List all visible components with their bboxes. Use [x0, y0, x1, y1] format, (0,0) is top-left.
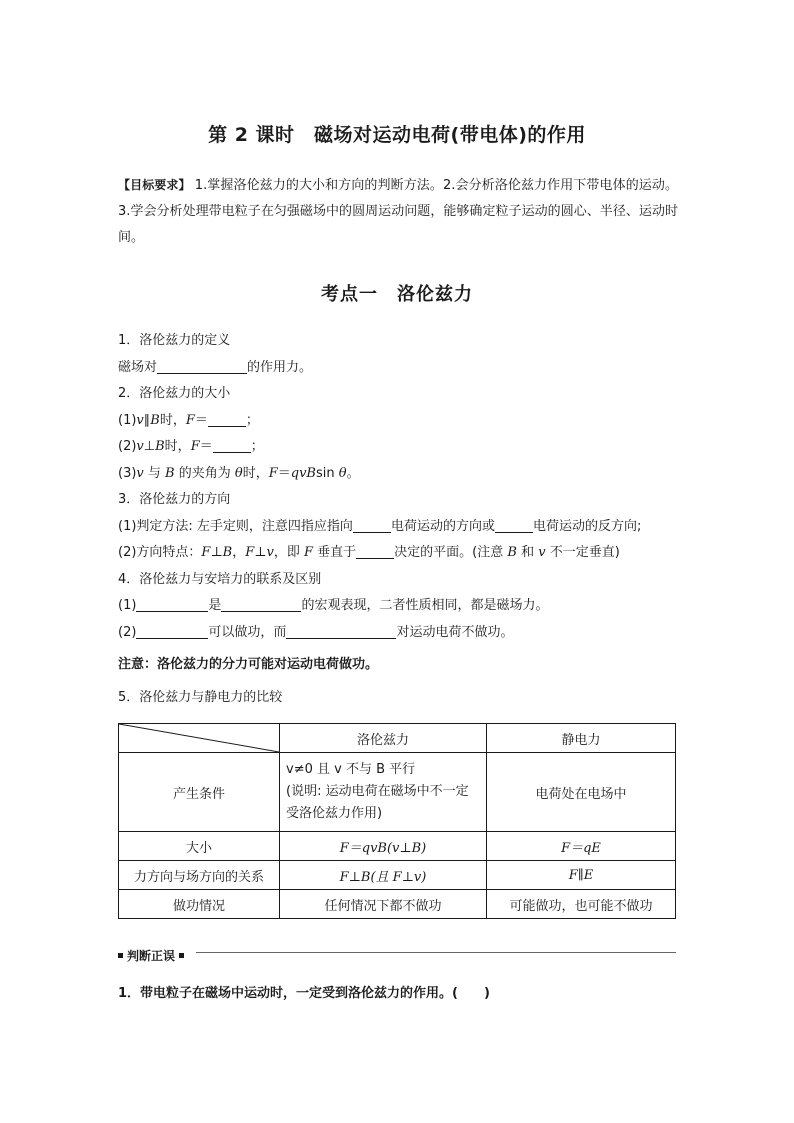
direction-feature: (2)方向特点：F⊥B，F⊥v，即 F 垂直于 决定的平面。(注意 B 和 v 不一定垂直) — [118, 545, 620, 560]
heading-definition: 1．洛伦兹力的定义 — [118, 333, 231, 348]
fill-blank[interactable] — [353, 517, 391, 533]
content-body — [118, 328, 718, 711]
fill-blank[interactable] — [136, 623, 208, 639]
row-label: 力方向与场方向的关系 — [119, 861, 280, 890]
electric-magnitude: F＝qE — [487, 832, 676, 861]
table-row — [119, 832, 676, 861]
electric-work: 可能做功，也可能不做功 — [487, 890, 676, 919]
judge-label: 判断正误 — [127, 949, 176, 963]
lorentz-work: 任何情况下都不做功 — [280, 890, 487, 919]
fill-blank[interactable] — [157, 358, 247, 374]
judge-question: 1．带电粒子在磁场中运动时，一定受到洛伦兹力的作用。( ) — [118, 986, 490, 1001]
table-row — [119, 861, 676, 890]
heading-direction: 3．洛伦兹力的方向 — [118, 492, 231, 507]
section-title: 考点一 洛伦兹力 — [321, 284, 473, 305]
magnitude-perpendicular: (2)v⊥B时，F＝ ； — [118, 439, 264, 454]
lorentz-condition: v≠0 且 v 不与 B 平行 (说明: 运动电荷在磁场中不一定 受洛伦兹力作用) — [280, 753, 487, 832]
relation-two: (2) 可以做功，而 对运动电荷不做功。 — [118, 624, 514, 640]
diagonal-header-cell — [119, 724, 280, 753]
magnitude-angle: (3)v 与 B 的夹角为 θ时，F＝qvBsin θ。 — [118, 465, 360, 481]
lorentz-direction: F⊥B(且 F⊥v) — [280, 861, 487, 890]
header-electric: 静电力 — [487, 724, 676, 753]
heading-magnitude: 2．洛伦兹力的大小 — [118, 386, 231, 401]
square-bullet-icon — [179, 953, 184, 958]
fill-blank[interactable] — [356, 543, 394, 559]
electric-condition: 电荷处在电场中 — [487, 753, 676, 832]
square-bullet-icon — [118, 953, 123, 958]
fill-blank[interactable] — [136, 596, 208, 612]
objectives-label: 【目标要求】 — [118, 178, 191, 192]
fill-blank[interactable] — [221, 596, 301, 612]
magnitude-parallel: (1)v∥B时，F＝ ； — [118, 412, 259, 428]
heading-relation: 4．洛伦兹力与安培力的联系及区别 — [118, 571, 322, 587]
judge-section-header — [118, 945, 676, 963]
fill-blank[interactable] — [208, 411, 246, 427]
comparison-table — [118, 723, 676, 919]
learning-objectives — [118, 172, 678, 251]
lesson-title: 第 2 课时 磁场对运动电荷(带电体)的作用 — [208, 124, 586, 146]
direction-method: (1)判定方法: 左手定则，注意四指应指向 电荷运动的方向或 电荷运动的反方向; — [118, 518, 642, 534]
fill-blank[interactable] — [213, 437, 251, 453]
lorentz-magnitude: F＝qvB(v⊥B) — [280, 832, 487, 861]
note: 注意：洛伦兹力的分力可能对运动电荷做功。 — [118, 657, 379, 672]
header-lorentz: 洛伦兹力 — [280, 724, 487, 753]
heading-comparison: 5．洛伦兹力与静电力的比较 — [118, 689, 283, 705]
objectives-text: 1.掌握洛伦兹力的大小和方向的判断方法。2.会分析洛伦兹力作用下带电体的运动。3.学会分析处理带电粒子在匀强磁场中的圆周运动问题，能够确定粒子运动的圆心、半径、运动时间。 — [118, 178, 678, 245]
fill-blank[interactable] — [286, 623, 396, 639]
relation-one: (1) 是 的宏观表现，二者性质相同，都是磁场力。 — [118, 598, 549, 613]
fill-blank[interactable] — [495, 517, 533, 533]
table-row — [119, 753, 676, 832]
table-row — [119, 890, 676, 919]
row-label: 产生条件 — [119, 753, 280, 832]
electric-direction: F∥E — [487, 861, 676, 890]
diagonal-line — [119, 724, 279, 752]
divider — [196, 952, 676, 953]
row-label: 做功情况 — [119, 890, 280, 919]
row-label: 大小 — [119, 832, 280, 861]
definition-line: 磁场对 的作用力。 — [118, 359, 313, 375]
table-header-row — [119, 724, 676, 753]
